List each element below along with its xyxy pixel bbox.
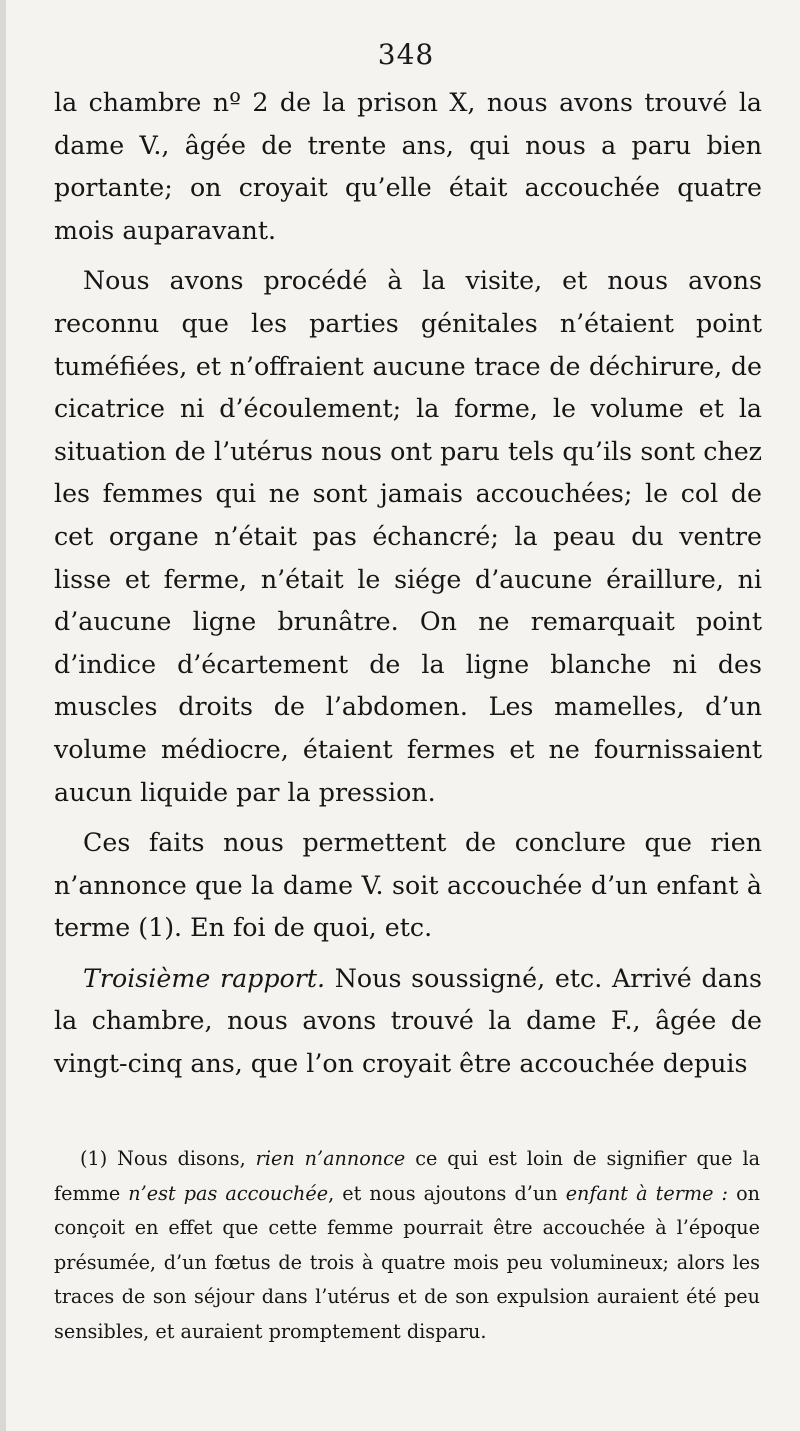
footnote-segment: , et nous ajoutons d’un: [328, 1181, 566, 1205]
footnote-segment: ce qui est loin de signifier que la femme: [54, 1147, 761, 1205]
paragraph-conclusion: Ces faits nous permettent de conclure que rien n’annonce que la dame V. soit accouchée d’un enfant à terme (1). En foi de quoi, etc.: [54, 828, 762, 943]
footnote-italic-segment: rien n’annonce: [255, 1147, 406, 1170]
run-in-heading: Troisième rapport.: [83, 963, 326, 993]
paragraph-third-report: [54, 958, 762, 1086]
main-text: [54, 82, 762, 1086]
footnote: [54, 1142, 760, 1350]
page-number: 348: [377, 38, 435, 71]
footnote-marker: (1): [80, 1147, 108, 1170]
paragraph-third-report-text: Nous soussigné, etc. Arrivé dans la chambre, nous avons trouvé la dame F., âgée de vingt-cinq ans, que l’on croyait être accouchée depuis: [54, 963, 763, 1079]
paragraph-examination: Nous avons procédé à la visite, et nous avons reconnu que les parties génitales n’étaient point tuméfiées, et n’offraient aucune trace de déchirure, de cicatrice ni d’écoulement; la forme, le volume et la situation de l’utérus nous ont paru tels qu’ils sont chez les femmes qui ne sont jamais accouchées; le col de cet organe n’était pas échancré; la peau du ventre lisse et ferme, n’était le siége d’aucune éraillure, ni d’aucune ligne brunâtre. On ne remarquait point d’indice d’écartement de la ligne blanche ni des muscles droits de l’abdomen. Les mamelles, d’un volume médiocre, étaient fermes et ne fournissaient aucun liquide par la pression.: [54, 266, 762, 807]
paragraph-continuation: la chambre nº 2 de la prison X, nous avons trouvé la dame V., âgée de trente ans, qui nous a paru bien portante; on croyait qu’elle était accouchée quatre mois auparavant.: [54, 88, 762, 245]
footnote-segment: Nous disons,: [107, 1147, 256, 1170]
footnote-text: [54, 1142, 760, 1350]
footnote-italic-segment: enfant à terme :: [565, 1181, 728, 1205]
footnote-segment: on conçoit en effet que cette femme pourrait être accouchée à l’époque présumée, d’un fœtus de trois à quatre mois peu volumineux; alors les traces de son séjour dans l’utérus et de son expulsion auraient été peu sensibles, et auraient promptement disparu.: [54, 1181, 760, 1343]
footnote-italic-segment: n’est pas accouchée: [128, 1181, 329, 1205]
